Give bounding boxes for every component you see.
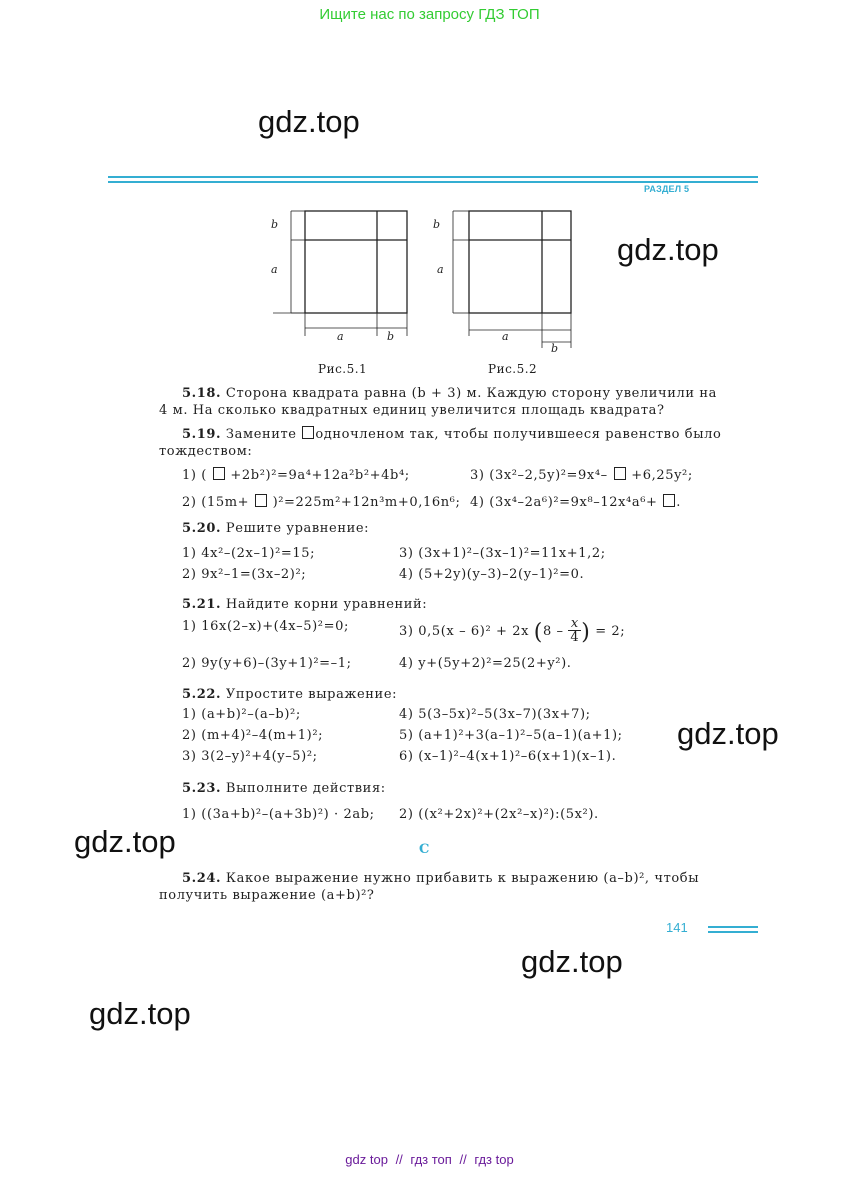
problem-5-22-item3: 3) 3(2–y)²+4(y–5)²; — [182, 749, 318, 764]
footer-links — [0, 1152, 859, 1167]
problem-5-19-item1: 1) ( +2b²)²=9a⁴+12a²b²+4b⁴; — [182, 468, 410, 483]
figure-caption: Рис.5.1 — [318, 362, 368, 376]
problem-5-23-item1: 1) ((3a+b)²–(a+3b)²) · 2ab; — [182, 807, 375, 822]
difficulty-level-c: C — [419, 842, 430, 857]
section-label: РАЗДЕЛ 5 — [644, 184, 690, 194]
problem-5-22-item5: 5) (a+1)²+3(a–1)²–5(a–1)(a+1); — [399, 728, 623, 743]
fig1-label-b-left: b — [271, 218, 279, 231]
footer-link-3[interactable]: гдз top — [474, 1152, 514, 1167]
fig2-label-a-bottom: a — [502, 330, 509, 343]
watermark: gdz.top — [617, 232, 719, 267]
problem-5-18-line1: 5.18. Сторона квадрата равна (b + 3) м. Каждую сторону увеличили на — [182, 386, 717, 401]
figure-5-1 — [273, 211, 407, 336]
page-number-rule — [708, 926, 758, 928]
problem-5-24-line1: 5.24. Какое выражение нужно прибавить к выражению (a–b)², чтобы — [182, 871, 700, 886]
footer-separator: // — [459, 1152, 467, 1167]
problem-5-20-item4: 4) (5+2y)(y–3)–2(y–1)²=0. — [399, 567, 585, 582]
problem-5-19-item3: 3) (3x²–2,5y)²=9x⁴– +6,25y²; — [470, 468, 693, 483]
problem-5-18-line2: 4 м. На сколько квадратных единиц увеличится площадь квадрата? — [159, 403, 665, 418]
problem-5-21-title: 5.21. Найдите корни уравнений: — [182, 597, 428, 612]
fig1-label-b-bottom: b — [387, 330, 395, 343]
problem-5-20-item1: 1) 4x²–(2x–1)²=15; — [182, 546, 316, 561]
problem-5-24-line2: получить выражение (a+b)²? — [159, 888, 375, 903]
watermark: gdz.top — [74, 824, 176, 859]
footer-separator: // — [395, 1152, 403, 1167]
page-number-rule — [708, 931, 758, 933]
blank-box — [213, 467, 225, 480]
problem-5-20-title: 5.20. Решите уравнение: — [182, 521, 370, 536]
fig1-label-a-left: a — [271, 263, 278, 276]
header-rule — [108, 176, 758, 178]
problem-5-19-item4: 4) (3x⁴–2a⁶)²=9x⁸–12x⁴a⁶+ . — [470, 495, 681, 510]
problem-5-23-item2: 2) ((x²+2x)²+(2x²–x)²):(5x²). — [399, 807, 599, 822]
watermark: gdz.top — [89, 996, 191, 1031]
problem-5-21-item4: 4) y+(5y+2)²=25(2+y²). — [399, 656, 572, 671]
footer-link-1[interactable]: gdz top — [345, 1152, 388, 1167]
problem-5-19-line1: 5.19. Замените одночленом так, чтобы получившееся равенство было — [182, 427, 722, 442]
problem-5-22-item2: 2) (m+4)²–4(m+1)²; — [182, 728, 324, 743]
header-rule — [108, 181, 758, 183]
blank-box — [663, 494, 675, 507]
figure-caption: Рис.5.2 — [488, 362, 538, 376]
problem-5-20-item3: 3) (3x+1)²–(3x–1)²=11x+1,2; — [399, 546, 606, 561]
problem-5-21-item1: 1) 16x(2–x)+(4x–5)²=0; — [182, 619, 349, 634]
problem-5-21-item3: 3) 0,5(x – 6)² + 2x (8 – $\frac{x}{4}$ ) = 2; — [399, 616, 626, 645]
fig2-label-b-bottom: b — [551, 342, 559, 355]
footer-link-2[interactable]: гдз топ — [410, 1152, 452, 1167]
problem-5-20-item2: 2) 9x²–1=(3x–2)²; — [182, 567, 307, 582]
blank-box — [302, 426, 314, 439]
fig1-label-a-bottom: a — [337, 330, 344, 343]
problem-5-19-line2: тождеством: — [159, 444, 253, 459]
problem-5-22-item4: 4) 5(3–5x)²–5(3x–7)(3x+7); — [399, 707, 591, 722]
figure-5-2 — [453, 211, 571, 348]
fig2-label-a-left: a — [437, 263, 444, 276]
problem-5-23-title: 5.23. Выполните действия: — [182, 781, 386, 796]
problem-5-22-title: 5.22. Упростите выражение: — [182, 687, 398, 702]
problem-5-19-item2: 2) (15m+ )²=225m²+12n³m+0,16n⁶; — [182, 495, 461, 510]
fig2-label-b-left: b — [433, 218, 441, 231]
problem-5-22-item6: 6) (x–1)²–4(x+1)²–6(x+1)(x–1). — [399, 749, 617, 764]
watermark: gdz.top — [677, 716, 779, 751]
watermark: gdz.top — [258, 104, 360, 139]
page-number: 141 — [666, 920, 688, 935]
figures-diagram — [265, 200, 585, 360]
problem-5-22-item1: 1) (a+b)²–(a–b)²; — [182, 707, 301, 722]
watermark: gdz.top — [521, 944, 623, 979]
blank-box — [614, 467, 626, 480]
problem-5-21-item2: 2) 9y(y+6)–(3y+1)²=–1; — [182, 656, 352, 671]
search-hint-link[interactable]: Ищите нас по запросу ГДЗ ТОП — [319, 6, 540, 23]
blank-box — [255, 494, 267, 507]
